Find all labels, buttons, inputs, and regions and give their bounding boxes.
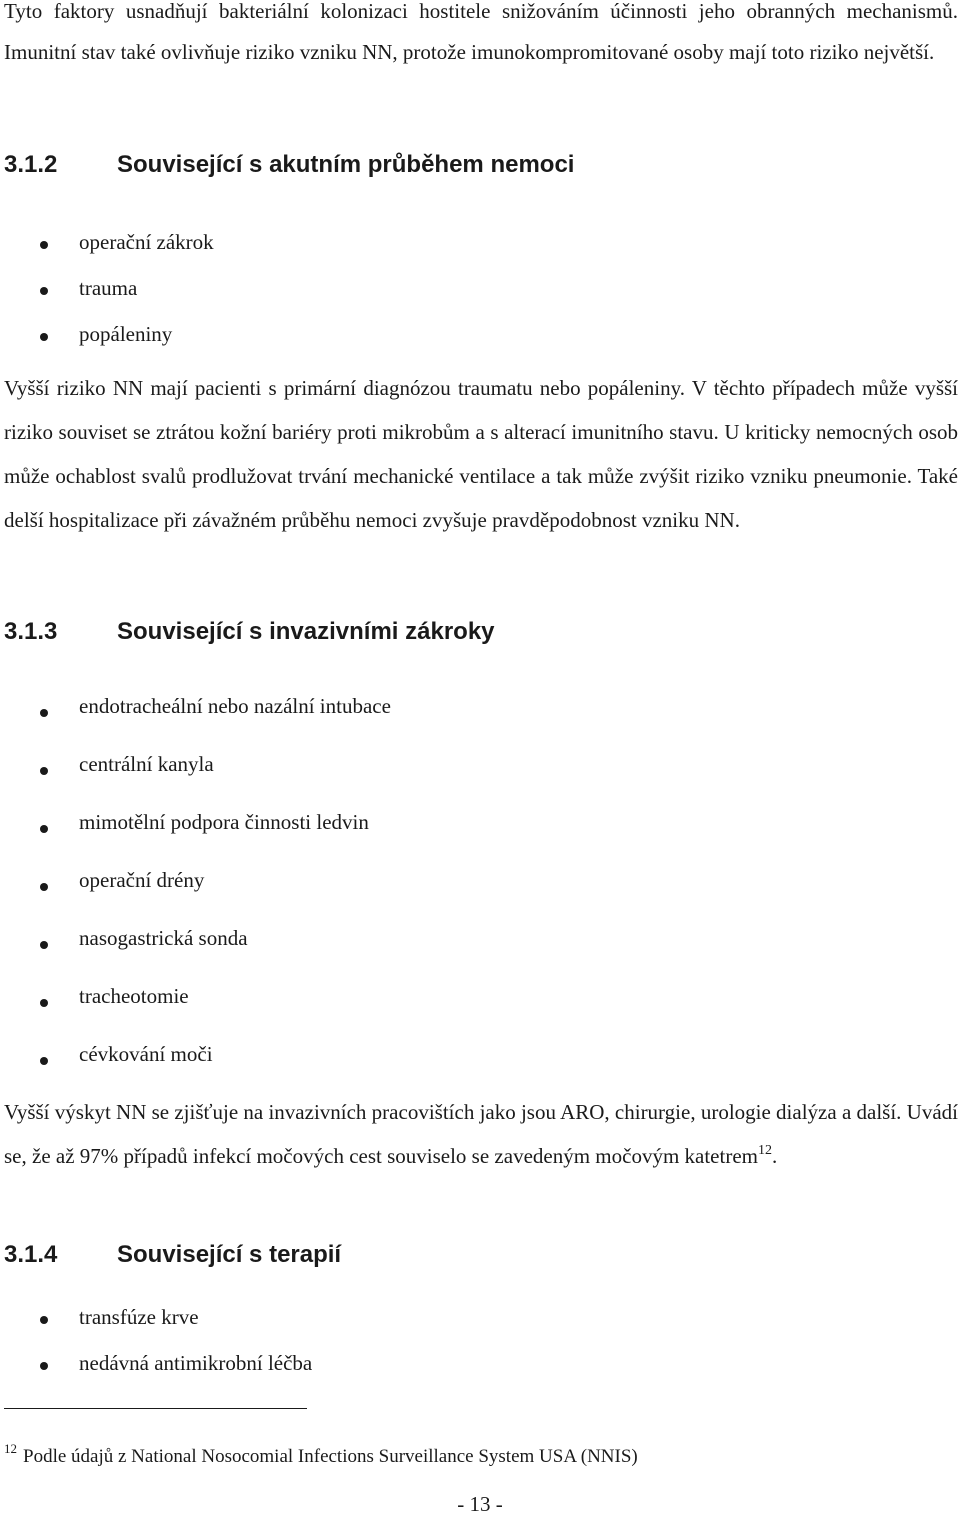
bullet-icon <box>40 1316 48 1324</box>
footnote-reference: 12 <box>758 1143 772 1158</box>
list-item: cévkování moči <box>4 1031 391 1089</box>
bullet-icon <box>40 941 48 949</box>
bullet-list-therapy <box>4 1296 312 1388</box>
bullet-list-acute <box>4 221 214 359</box>
footnote-marker: 12 <box>4 1441 17 1456</box>
footnote-divider <box>4 1408 307 1409</box>
bullet-icon <box>40 999 48 1007</box>
footnote <box>4 1441 638 1468</box>
section-number: 3.1.2 <box>4 151 58 178</box>
list-item: centrální kanyla <box>4 741 391 799</box>
bullet-icon <box>40 825 48 833</box>
paragraph-invasive: Vyšší výskyt NN se zjišťuje na invazivních pracovištích jako jsou ARO, chirurgie, urologie dialýza a další. Uvádí se, že až 97% případů infekcí močových cest souviselo se zavedeným močovým katetrem$^{12}$. <box>4 1100 958 1168</box>
section-heading-3-1-4 <box>4 1241 341 1269</box>
paragraph-acute: Vyšší riziko NN mají pacienti s primární diagnózou traumatu nebo popáleniny. V těchto případech může vyšší riziko souviset se ztrátou kožní bariéry proti mikrobům a s alterací imunitního stavu. U kriticky nemocných osob může ochablost svalů prodlužovat trvání mechanické ventilace a tak může zvýšit riziko vzniku pneumonie. Také delší hospitalizace při závažném průběhu nemoci zvyšuje pravděpodobnost vzniku NN. <box>4 376 958 532</box>
bullet-list-invasive <box>4 683 391 1089</box>
bullet-icon <box>40 883 48 891</box>
bullet-icon <box>40 333 48 341</box>
footnote-text: Podle údajů z National Nosocomial Infections Surveillance System USA (NNIS) <box>23 1446 638 1467</box>
page-number: - 13 - <box>457 1492 503 1516</box>
section-number: 3.1.4 <box>4 1241 58 1268</box>
bullet-icon <box>40 709 48 717</box>
list-item: operační zákrok <box>4 221 214 267</box>
section-heading-3-1-2 <box>4 151 574 179</box>
bullet-icon <box>40 1057 48 1065</box>
list-item: operační drény <box>4 857 391 915</box>
bullet-icon <box>40 1362 48 1370</box>
list-item: transfúze krve <box>4 1296 312 1342</box>
section-number: 3.1.3 <box>4 618 58 645</box>
list-item: endotracheální nebo nazální intubace <box>4 683 391 741</box>
section-title: Související s invazivními zákroky <box>117 618 495 645</box>
list-item: popáleniny <box>4 313 214 359</box>
list-item: nedávná antimikrobní léčba <box>4 1342 312 1388</box>
list-item: mimotělní podpora činnosti ledvin <box>4 799 391 857</box>
section-heading-3-1-3 <box>4 618 495 646</box>
intro-paragraph: Tyto faktory usnadňují bakteriální kolonizaci hostitele snižováním účinnosti jeho obranných mechanismů. Imunitní stav také ovlivňuje riziko vzniku NN, protože imunokompromitované osoby mají toto riziko největší. <box>4 0 958 64</box>
section-title: Související s terapií <box>117 1241 342 1268</box>
bullet-icon <box>40 241 48 249</box>
section-title: Související s akutním průběhem nemoci <box>117 151 575 178</box>
bullet-icon <box>40 287 48 295</box>
list-item: nasogastrická sonda <box>4 915 391 973</box>
list-item: tracheotomie <box>4 973 391 1031</box>
bullet-icon <box>40 767 48 775</box>
list-item: trauma <box>4 267 214 313</box>
